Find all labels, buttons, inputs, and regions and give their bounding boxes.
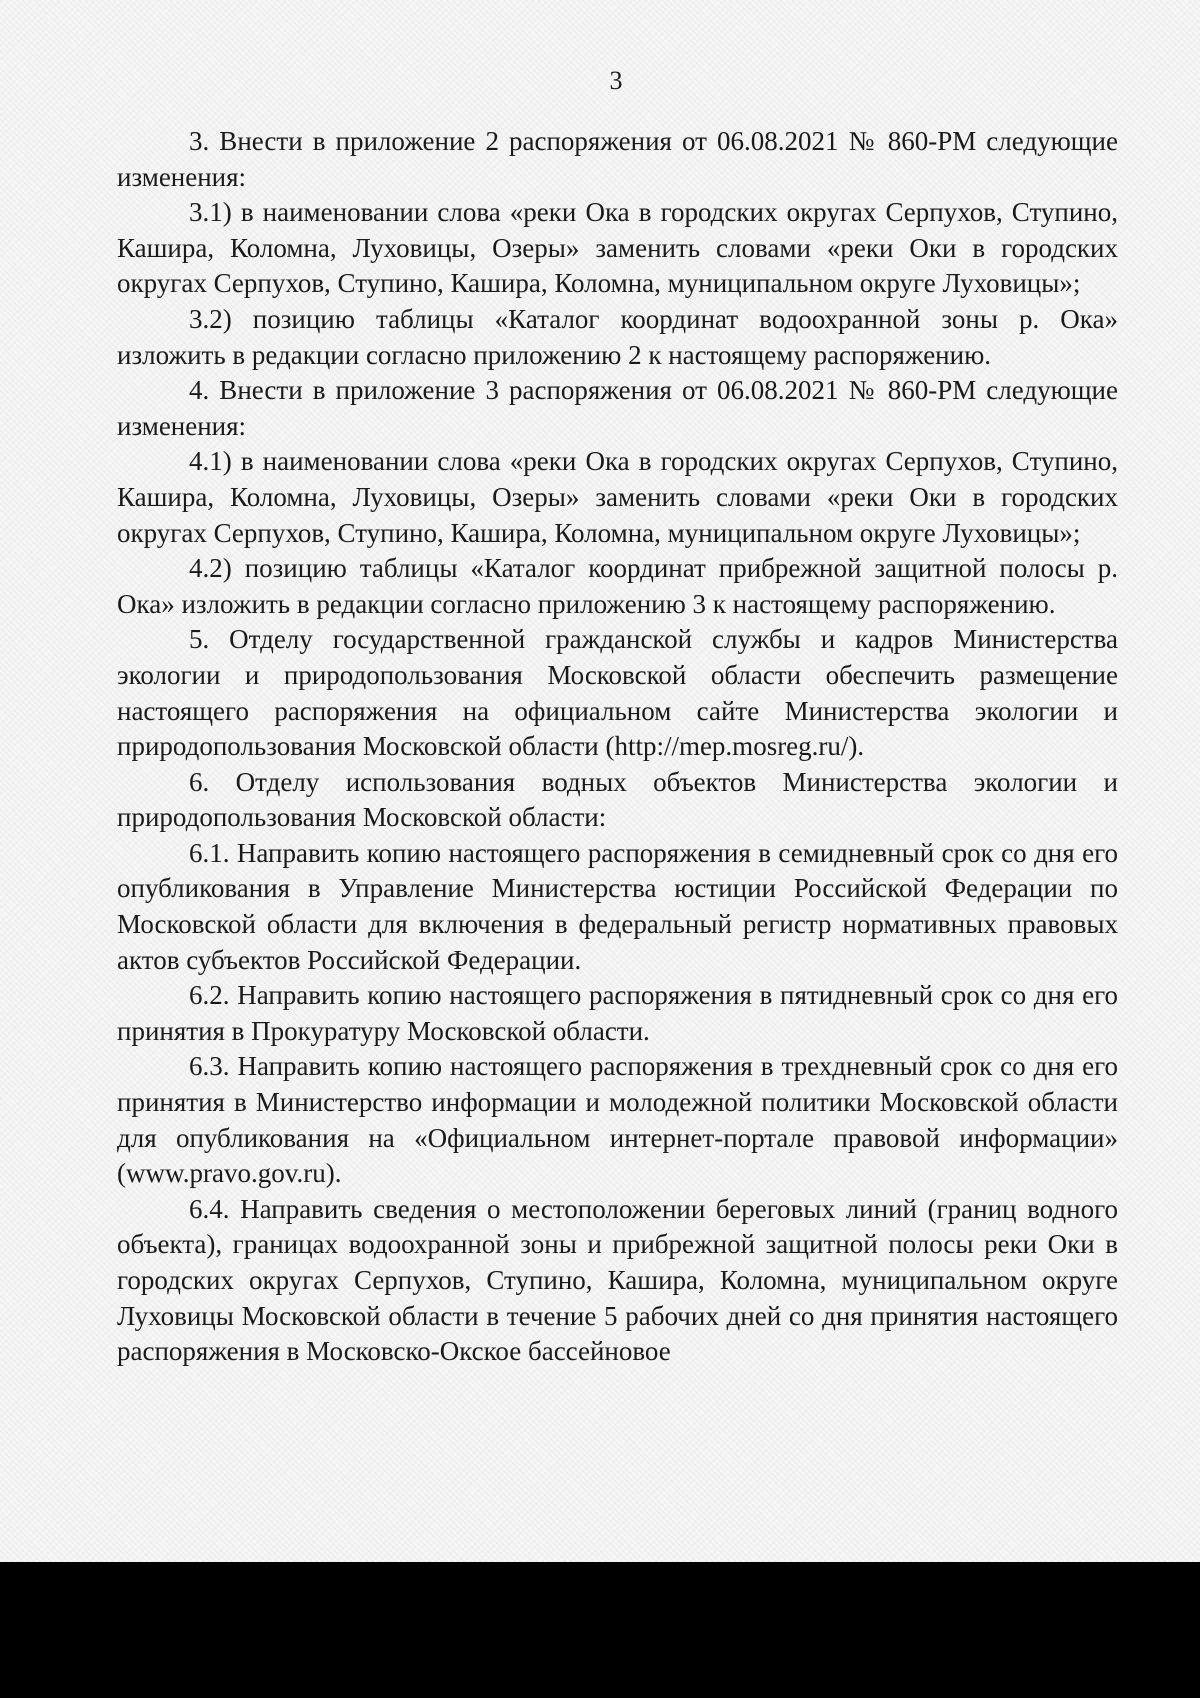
paragraph-3: 3. Внести в приложение 2 распоряжения от 06.08.2021 № 860-РМ следующие изменения: — [117, 126, 1118, 192]
paragraph-4: 4. Внести в приложение 3 распоряжения от 06.08.2021 № 860-РМ следующие изменения: — [117, 375, 1118, 441]
paragraph-6-2: 6.2. Направить копию настоящего распоряжения в пятидневный срок со дня его принятия в Прокуратуру Московской области. — [117, 980, 1118, 1046]
paragraph-6: 6. Отделу использования водных объектов Министерства экологии и природопользования Московской области: — [117, 766, 1118, 833]
paragraph-5: 5. Отделу государственной гражданской службы и кадров Министерства экологии и природопользования Московской области обеспечить размещение настоящего распоряжения на официальном сайте Министерства экологии и природопользования Московской области (http://mep.mosreg.ru/). — [117, 624, 1118, 762]
paragraph-3-2: 3.2) позицию таблицы «Каталог координат водоохранной зоны р. Ока» изложить в редакции согласно приложению 2 к настоящему распоряжению. — [117, 303, 1118, 370]
paragraph-6-3: 6.3. Направить копию настоящего распоряжения в трехдневный срок со дня его принятия в Министерство информации и молодежной политики Московской области для опубликования на «Официальном интернет-портале правовой информации» (www.pravo.gov.ru). — [117, 1051, 1118, 1189]
paragraph-4-2: 4.2) позицию таблицы «Каталог координат прибрежной защитной полосы р. Ока» изложить в редакции согласно приложению 3 к настоящему распоряжению. — [117, 553, 1118, 619]
paragraph-6-1: 6.1. Направить копию настоящего распоряжения в семидневный срок со дня его опубликования в Управление Министерства юстиции Российской Федерации по Московской области для включения в федеральный регистр нормативных правовых актов субъектов Российской Федерации. — [117, 837, 1118, 975]
page-number: 3 — [609, 66, 623, 95]
scan-bottom-border — [0, 1562, 1200, 1698]
paragraph-4-1: 4.1) в наименовании слова «реки Ока в городских округах Серпухов, Ступино, Кашира, Коломна, Луховицы, Озеры» заменить словами «реки Оки в городских округах Серпухов, Ступино, Кашира, Коломна, муниципальном округе Луховицы»; — [117, 446, 1118, 548]
paragraph-3-1: 3.1) в наименовании слова «реки Ока в городских округах Серпухов, Ступино, Кашира, Коломна, Луховицы, Озеры» заменить словами «реки Оки в городских округах Серпухов, Ступино, Кашира, Коломна, муниципальном округе Луховицы»; — [117, 197, 1118, 299]
document-body — [117, 124, 1118, 1370]
paragraph-6-4: 6.4. Направить сведения о местоположении береговых линий (границ водного объекта), границах водоохранной зоны и прибрежной защитной полосы реки Оки в городских округах Серпухов, Ступино, Кашира, Коломна, муниципальном округе Луховицы Московской области в течение 5 рабочих дней со дня принятия настоящего распоряжения в Московско-Окское бассейновое — [117, 1193, 1118, 1367]
